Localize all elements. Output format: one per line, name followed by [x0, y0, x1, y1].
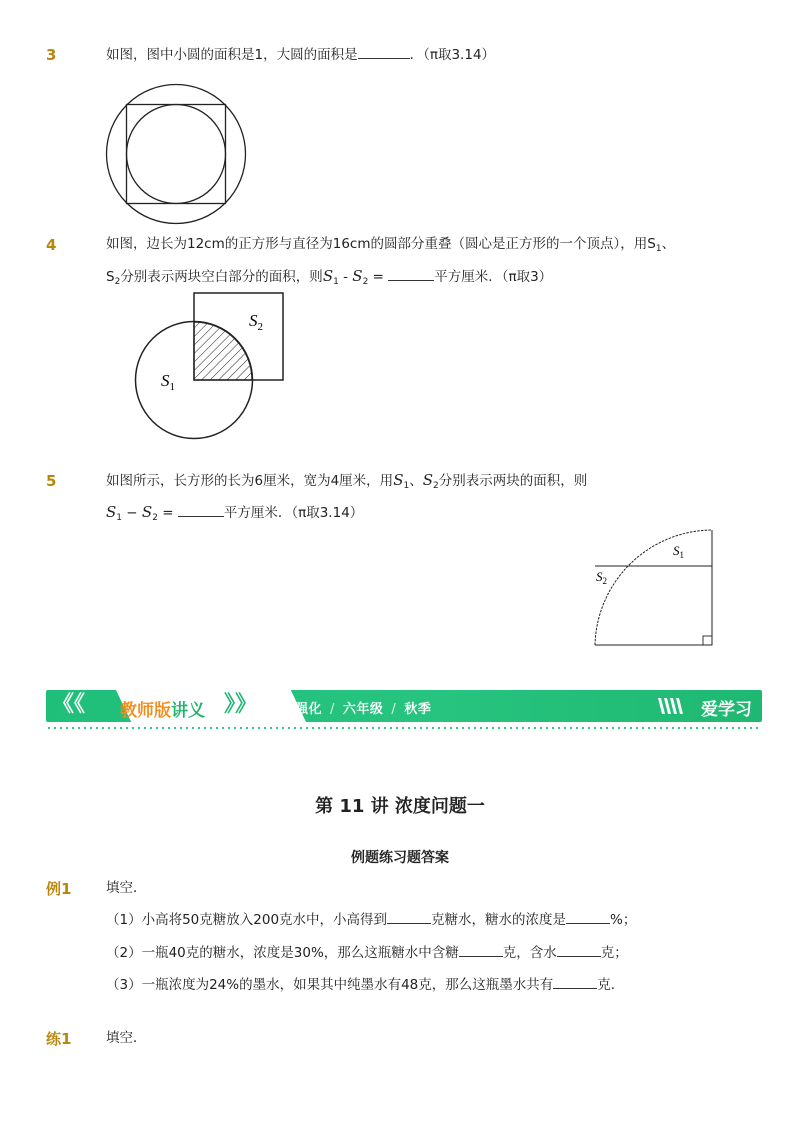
banner-breadcrumb [268, 698, 431, 717]
double-chevron-right-icon: 》》 [224, 692, 258, 717]
banner-title-b: 讲义 [171, 701, 205, 721]
example-label: 例1 [46, 880, 72, 898]
question-4-line1 [106, 234, 675, 259]
example-part-1 [106, 909, 636, 930]
banner-title-a: 教师版 [120, 701, 171, 721]
practice-label: 练1 [46, 1030, 72, 1048]
q5-formula-eq: = [157, 505, 178, 521]
question-number-3: 3 [46, 46, 57, 64]
part2-text-c: 克； [600, 945, 628, 961]
q5-formula-minus: − [122, 505, 142, 521]
question-number-5: 5 [46, 472, 57, 490]
answer-blank [387, 909, 431, 924]
question-5-line1 [106, 470, 587, 496]
double-chevron-left-icon: 《《 [52, 692, 86, 717]
breadcrumb-item: 秋季 [404, 702, 432, 717]
q5-sep: 、 [409, 473, 423, 489]
part3-text-b: 克． [597, 977, 625, 993]
q3-text-b: ．（π取3.14） [409, 47, 496, 63]
question-number-4: 4 [46, 236, 57, 254]
answer-blank [388, 266, 434, 281]
label-s1: $S_1$ [161, 371, 175, 393]
quarter-arc [595, 530, 712, 645]
label-s2: $S_2$ [596, 569, 607, 586]
q5-s2: S [422, 471, 433, 489]
part2-text-a: （2）一瓶40克的糖水，浓度是30%，那么这瓶糖水中含糖 [106, 945, 459, 961]
dotted-divider [46, 727, 762, 729]
q5-formula-s2-sub: 2 [152, 513, 158, 523]
q4-formula-s1: S [322, 267, 334, 285]
q4-formula-s2: S [352, 267, 363, 285]
banner-title [120, 696, 205, 721]
q5-line1-end: 分别表示两块的面积，则 [438, 473, 588, 489]
answer-blank [459, 942, 503, 957]
question-5-line2 [106, 502, 363, 528]
breadcrumb-separator: / [330, 702, 335, 717]
q5-s2-sub: 2 [432, 481, 439, 491]
q4-formula-eq: = [368, 269, 389, 285]
q4-formula-s1-sub: 1 [333, 277, 339, 287]
overlap-shaded-region [194, 322, 252, 380]
q4-line2-s: S [106, 269, 115, 285]
breadcrumb-item: 六年级 [342, 702, 384, 717]
q4-line1-sub: 1 [655, 244, 662, 254]
right-angle-mark [703, 636, 712, 645]
question-4-line2 [106, 266, 552, 292]
part3-text-a: （3）一瓶浓度为24%的墨水，如果其中纯墨水有48克，那么这瓶墨水共有 [106, 977, 554, 993]
q4-formula-minus: - [338, 269, 353, 285]
answer-blank [566, 909, 610, 924]
breadcrumb-item: 能力强化 [268, 702, 323, 717]
q5-s1-sub: 1 [403, 481, 410, 491]
q4-line1-end: 、 [661, 236, 676, 252]
label-s2: $S_2$ [249, 311, 263, 333]
q4-line2-a: 分别表示两块空白部分的面积，则 [120, 269, 323, 285]
q5-s1: S [393, 471, 404, 489]
section-subtitle: 例题练习题答案 [351, 850, 449, 866]
answer-blank [178, 502, 224, 517]
large-circle [107, 85, 246, 224]
section-banner [46, 690, 762, 722]
breadcrumb-separator: / [391, 702, 397, 717]
answer-blank [358, 44, 410, 59]
answer-blank [557, 942, 601, 957]
q4-line2-sub: 2 [114, 277, 121, 287]
practice-prompt: 填空． [106, 1030, 147, 1046]
label-s1: $S_1$ [673, 543, 684, 560]
q3-text-a: 如图，图中小圆的面积是1，大圆的面积是 [106, 47, 358, 63]
answer-blank [553, 974, 597, 989]
logo-text: 爱学习 [701, 700, 752, 720]
q4-line2-b: 平方厘米．（π取3） [434, 269, 553, 285]
q5-line1-text: 如图所示，长方形的长为6厘米，宽为4厘米，用 [106, 473, 394, 489]
example-part-2 [106, 942, 628, 963]
q5-line2-b: 平方厘米．（π取3.14） [223, 505, 364, 521]
part2-text-b: 克，含水 [502, 945, 557, 961]
q5-formula-s2: S [141, 503, 153, 521]
q4-figure-square-circle [130, 290, 290, 446]
lecture-title: 第 11 讲 浓度问题一 [315, 796, 485, 817]
example-prompt: 填空． [106, 880, 147, 896]
q4-formula-s2-sub: 2 [362, 277, 369, 287]
q4-line1-text: 如图，边长为12cm的正方形与直径为16cm的圆部分重叠（圆心是正方形的一个顶点），用S [106, 236, 656, 252]
question-3-text [106, 44, 495, 65]
q3-figure-circles [105, 83, 247, 225]
q5-formula-s1-sub: 1 [116, 513, 123, 523]
example-part-3 [106, 974, 624, 995]
q5-formula-s1: S [106, 503, 117, 521]
part1-text-b: 克糖水，糖水的浓度是 [431, 912, 567, 928]
part1-text-c: %； [610, 912, 637, 928]
part1-text-a: （1）小高将50克糖放入200克水中，小高得到 [106, 912, 388, 928]
q5-figure-quarter-circle [590, 527, 720, 649]
small-circle [127, 105, 226, 204]
logo-mark-icon [656, 696, 684, 716]
